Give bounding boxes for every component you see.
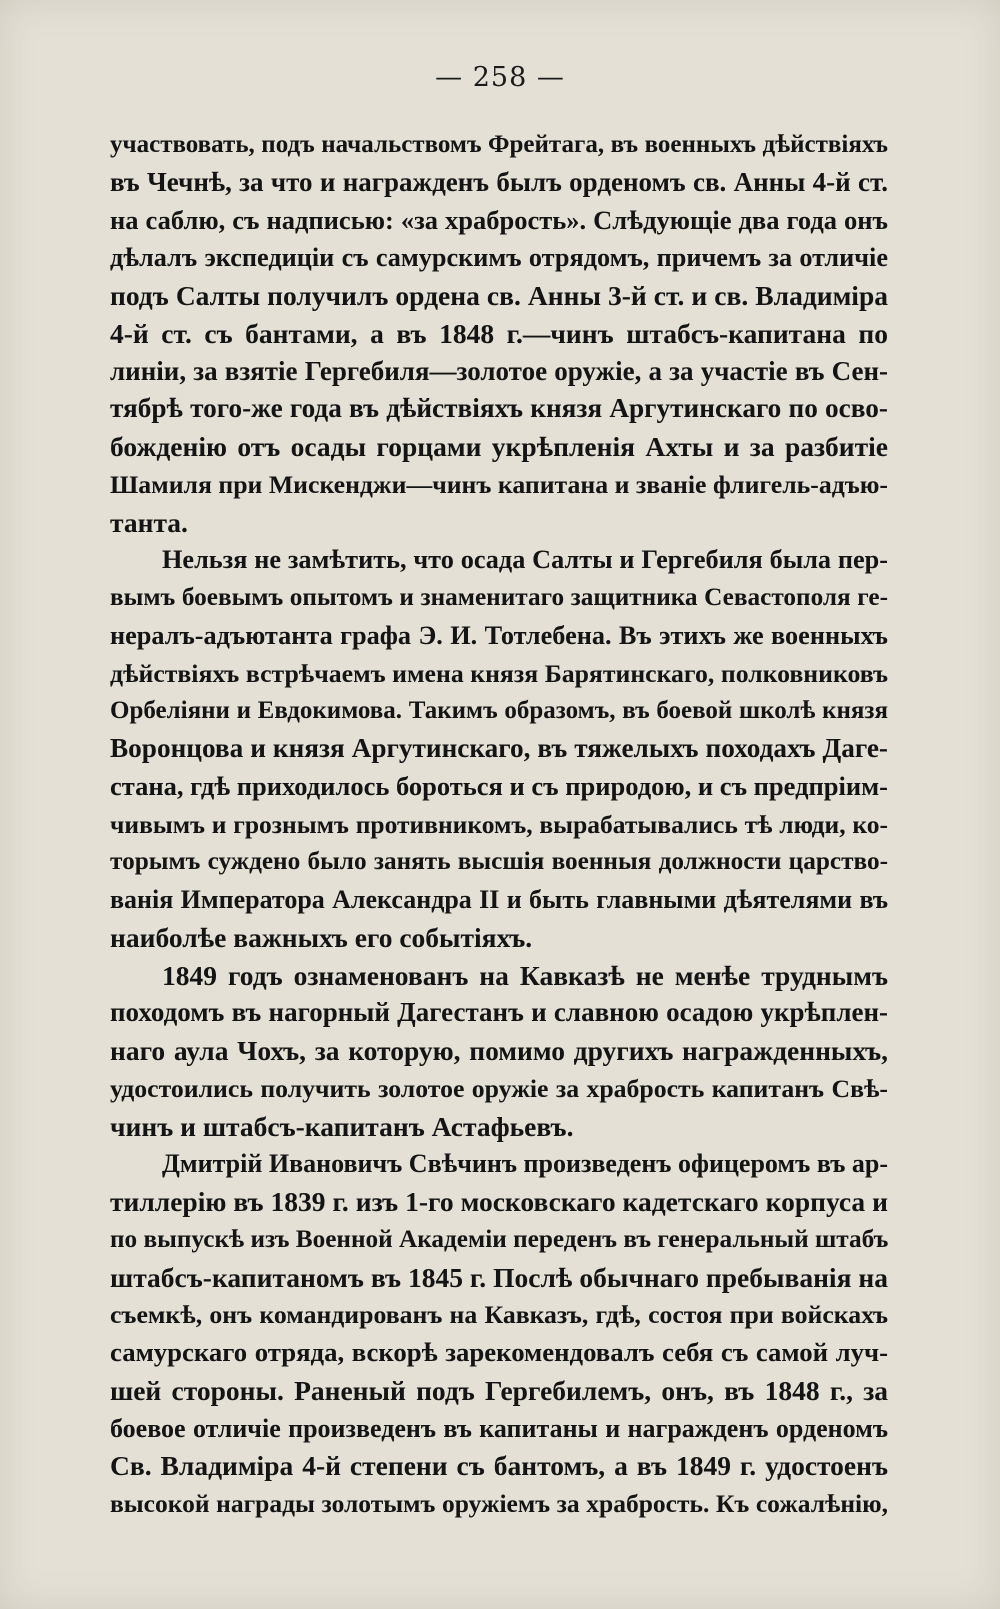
text-line: чинъ и штабсъ-капитанъ Астафьевъ. — [110, 1110, 574, 1142]
paragraph-first-line: Дмитрiй Ивановичъ Свѣчинъ произведенъ офицеромъ въ ар- — [162, 1149, 888, 1179]
text-line: шей стороны. Раненый подъ Гергебилемъ, онъ, въ 1848 г., за — [110, 1374, 888, 1406]
text-line: танта. — [110, 506, 188, 538]
text-line: Св. Владимiра 4-й степени съ бантомъ, а въ 1849 г. удостоенъ — [110, 1450, 888, 1482]
text-line: ванiя Императора Александра II и быть главными дѣятелями въ — [110, 885, 888, 914]
paragraph-first-line: 1849 годъ ознаменованъ на Кавказѣ не менѣе труднымъ — [162, 959, 888, 991]
text-line: стана, гдѣ приходилось бороться и съ природою, и съ предпрiим- — [110, 770, 888, 801]
body-text — [110, 126, 888, 1523]
text-line: дѣлалъ экспедицiи съ самурскимъ отрядомъ, причемъ за отличiе — [110, 243, 888, 273]
text-line: подъ Салты получилъ ордена св. Анны 3-й ст. и св. Владимiра — [110, 280, 888, 311]
page-number: — 258 — — [435, 62, 565, 93]
text-line: самурскаго отряда, вскорѣ зарекомендовалъ себя съ самой луч- — [110, 1337, 888, 1367]
text-line: штабсъ-капитаномъ въ 1845 г. Послѣ обычнаго пребыванiя на — [110, 1261, 888, 1293]
text-line: торымъ суждено было занять высшiя военныя должности царство- — [110, 847, 888, 876]
text-line: вымъ боевымъ опытомъ и знаменитаго защитника Севастополя ге- — [110, 583, 888, 611]
text-line: чивымъ и грознымъ противникомъ, вырабатывались тѣ люди, ко- — [110, 809, 888, 839]
text-line: на саблю, съ надписью: «за храбрость». Слѣдующiе два года онъ — [110, 204, 888, 235]
text-line: боевое отличiе произведенъ въ капитаны и награжденъ орденомъ — [110, 1413, 888, 1443]
text-line: удостоились получить золотое оружiе за храбрость капитанъ Свѣ- — [110, 1073, 888, 1103]
text-line: съемкѣ, онъ командированъ на Кавказъ, гдѣ, состоя при войскахъ — [110, 1300, 888, 1330]
text-line: 4-й ст. съ бантами, а въ 1848 г.—чинъ штабсъ-капитана по — [110, 317, 888, 349]
text-line: дѣйствiяхъ встрѣчаемъ имена князя Барятинскаго, полковниковъ — [110, 658, 888, 688]
text-line: наго аула Чохъ, за которую, помимо другихъ награжденныхъ, — [110, 1035, 888, 1066]
text-line: Орбелiяни и Евдокимова. Такимъ образомъ, въ боевой школѣ князя — [110, 697, 888, 725]
paragraph-first-line: Нельзя не замѣтить, что осада Салты и Гергебиля была пер- — [162, 545, 888, 575]
text-line: высокой награды золотымъ оружiемъ за храбрость. Къ сожалѣнiю, — [110, 1489, 888, 1518]
text-line: по выпускѣ изъ Военной Академiи переденъ въ генеральный штабъ — [110, 1224, 889, 1253]
text-line: Шамиля при Мискенджи—чинъ капитана и званiе флигель-адъю- — [110, 469, 888, 499]
text-line: въ Чечнѣ, за что и награжденъ былъ орденомъ св. Анны 4-й ст. — [110, 166, 888, 197]
text-line: Воронцова и князя Аргутинскаго, въ тяжелыхъ походахъ Даге- — [110, 733, 888, 763]
text-line: тиллерiю въ 1839 г. изъ 1-го московскаго кадетскаго корпуса и — [110, 1186, 888, 1217]
text-line: нералъ-адъютанта графа Э. И. Тотлебена. Въ этихъ же военныхъ — [110, 620, 888, 650]
text-line: линiи, за взятiе Гергебиля—золотое оружiе, а за участiе въ Сен- — [110, 355, 888, 386]
text-line: наиболѣе важныхъ его событiяхъ. — [110, 921, 533, 953]
text-line: тябрѣ того-же года въ дѣйствiяхъ князя Аргутинскаго по осво- — [110, 393, 888, 424]
text-line: участвовать, подъ начальствомъ Фрейтага, въ военныхъ дѣйствiяхъ — [110, 131, 888, 158]
text-line: божденiю отъ осады горцами укрѣпленiя Ахты и за разбитiе — [110, 431, 888, 462]
text-line: походомъ въ нагорный Дагестанъ и славною осадою укрѣплен- — [110, 997, 888, 1028]
